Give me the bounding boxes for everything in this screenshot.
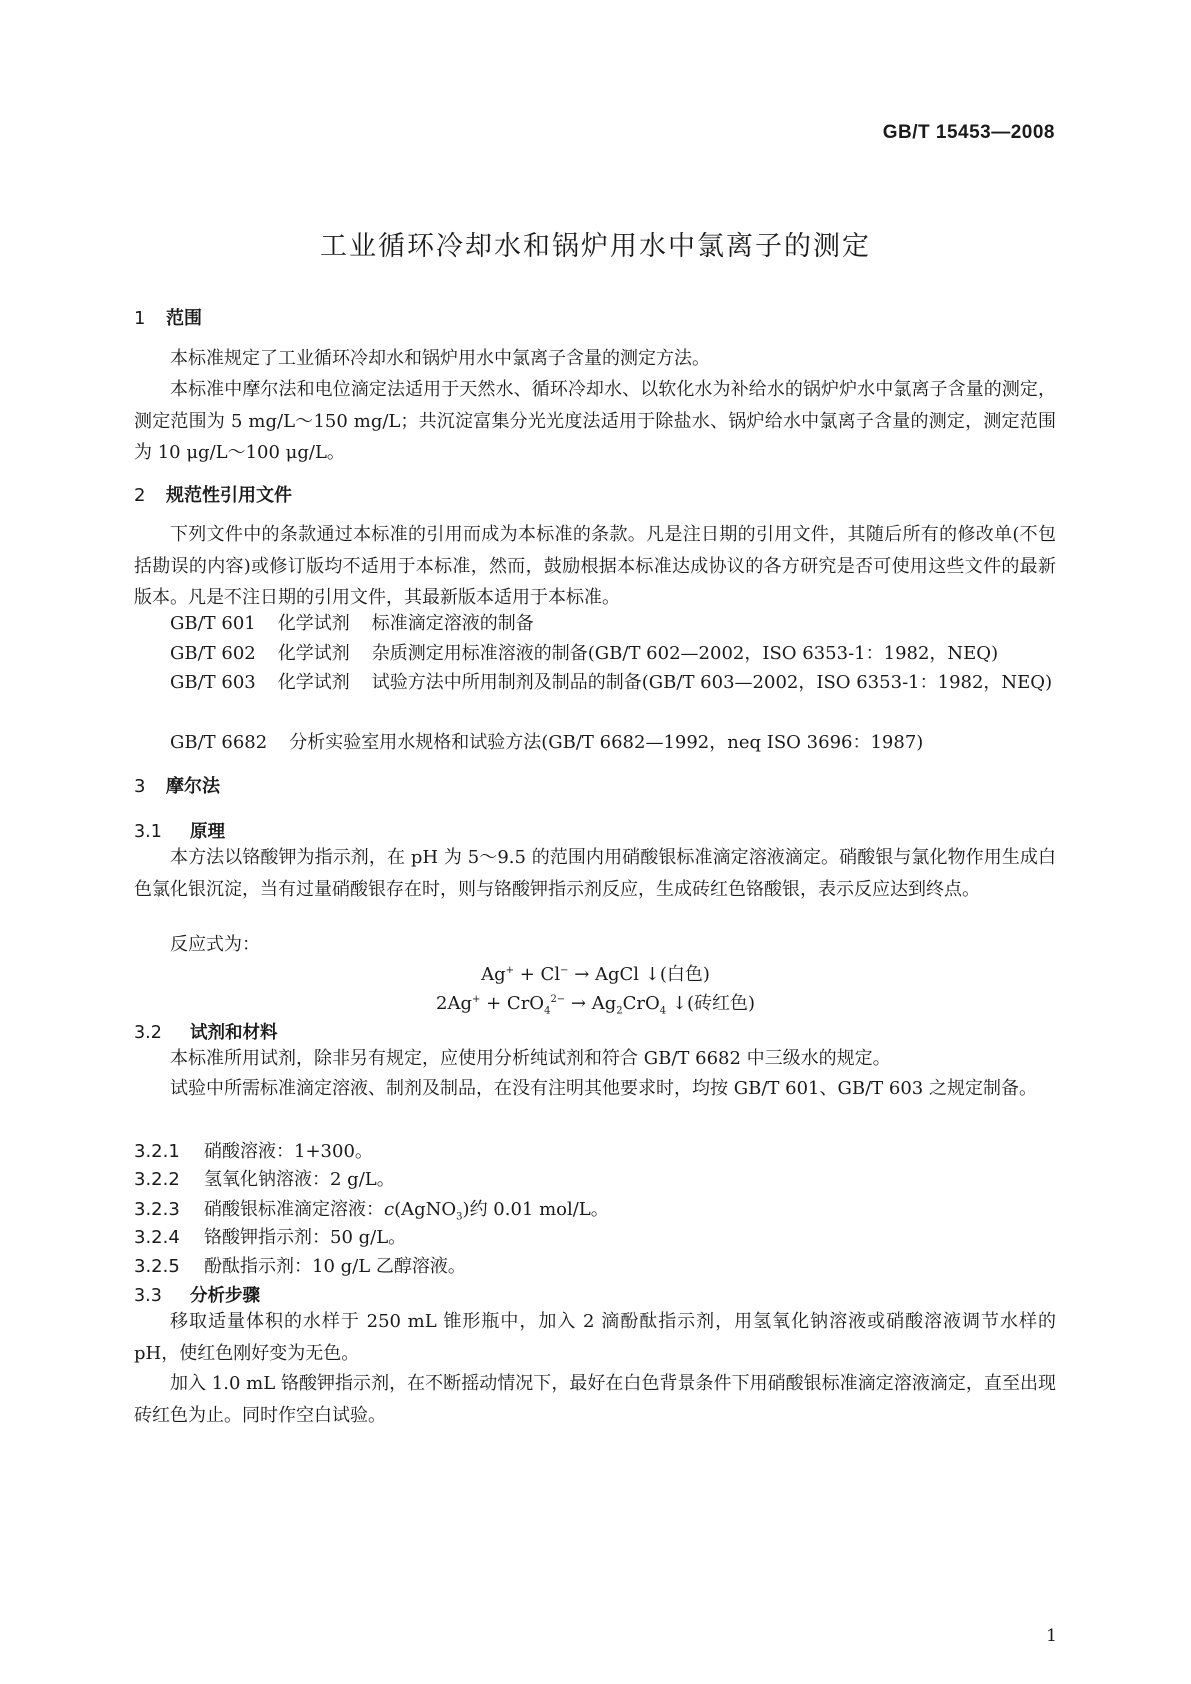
reference-category: 化学试剂 [277,672,350,693]
subsection-number: 3.1 [134,822,162,842]
reagent-item [134,1252,466,1278]
reagent-item [134,1137,373,1163]
item-number: 3.2.1 [134,1141,180,1162]
normative-refs-paragraph: 下列文件中的条款通过本标准的引用而成为本标准的条款。凡是注日期的引用文件，其随后所有的修改单(不包括勘误的内容)或修订版均不适用于本标准，然而，鼓励根据本标准达成协议的各方研究是否可使用这些文件的最新版本。凡是不注日期的引用文件，其最新版本适用于本标准。 [134,524,1056,608]
reference-code: GB/T 6682 [170,732,268,753]
page-number: 1 [1046,1626,1057,1646]
reference-item [134,608,1056,640]
section-title: 范围 [166,308,202,329]
subsection-number: 3.3 [134,1286,162,1306]
item-number: 3.2.5 [134,1256,180,1277]
reference-code: GB/T 602 [170,643,256,664]
reference-code: GB/T 603 [170,672,256,693]
reaction-equation-1: Ag+ + Cl− → AgCl ↓(白色) [481,964,710,985]
section-3-heading [134,772,220,798]
reference-title: 试验方法中所用制剂及制品的制备(GB/T 603—2002，ISO 6353-1：1982，NEQ) [371,672,1053,693]
item-number: 3.2.2 [134,1169,180,1190]
reference-title: 杂质测定用标准溶液的制备(GB/T 602—2002，ISO 6353-1：1982，NEQ) [371,643,999,664]
item-text: 约 0.01 mol/L。 [469,1199,609,1220]
reference-title: 标准滴定溶液的制备 [371,613,534,634]
section-number: 2 [134,485,146,506]
section-title: 摩尔法 [166,776,220,797]
subsection-3-3-heading [134,1282,260,1307]
precipitate-color: (白色) [659,964,710,985]
procedure-paragraph-2: 加入 1.0 mL 铬酸钾指示剂，在不断摇动情况下，最好在白色背景条件下用硝酸银标准滴定溶液滴定，直至出现砖红色为止。同时作空白试验。 [134,1373,1056,1426]
section-1-heading [134,304,202,330]
scope-paragraph-2: 本标准中摩尔法和电位滴定法适用于天然水、循环冷却水、以软化水为补给水的锅炉炉水中氯离子含量的测定，测定范围为 5 mg/L～150 mg/L；共沉淀富集分光光度法适用于除盐水、锅炉给水中氯离子含量的测定，测定范围为 10 μg/L～100 μg/L。 [134,379,1056,463]
reagent-item [134,1223,406,1249]
item-text: 酚酞指示剂：10 g/L 乙醇溶液。 [204,1256,466,1277]
reference-category: 化学试剂 [277,643,350,664]
item-text-prefix: 硝酸银标准滴定溶液： [204,1199,384,1220]
standard-code: GB/T 15453—2008 [882,122,1055,143]
subsection-3-2-heading [134,1019,278,1044]
subsection-title: 原理 [190,822,225,842]
section-title: 规范性引用文件 [166,485,292,506]
reference-code: GB/T 601 [170,613,256,634]
item-text: 铬酸钾指示剂：50 g/L。 [204,1227,407,1248]
principle-paragraph: 本方法以铬酸钾为指示剂，在 pH 为 5～9.5 的范围内用硝酸银标准滴定溶液滴定。硝酸银与氯化物作用生成白色氯化银沉淀，当有过量硝酸银存在时，则与铬酸钾指示剂反应，生成砖红色铬酸银，表示反应达到终点。 [134,847,1056,900]
reference-item [134,638,1056,670]
reagents-paragraph-1: 本标准所用试剂，除非另有规定，应使用分析纯试剂和符合 GB/T 6682 中三级水的规定。 [170,1048,891,1069]
reference-item [134,667,1056,699]
reagent-item [134,1165,395,1191]
item-number: 3.2.4 [134,1227,180,1248]
reagents-paragraph-2: 试验中所需标准滴定溶液、制剂及制品，在没有注明其他要求时，均按 GB/T 601、GB/T 603 之规定制备。 [170,1078,1037,1099]
subsection-title: 试剂和材料 [190,1023,278,1043]
reference-title: 分析实验室用水规格和试验方法(GB/T 6682—1992，neq ISO 3696：1987) [289,732,924,753]
subsection-title: 分析步骤 [190,1286,260,1306]
reaction-equation-2: $2Ag^+ + CrO_4^{2-} \to Ag_2CrO_4$ ↓(砖红色) [436,993,755,1017]
document-title: 工业循环冷却水和锅炉用水中氯离子的测定 [320,231,871,262]
procedure-paragraph-1: 移取适量体积的水样于 250 mL 锥形瓶中，加入 2 滴酚酞指示剂，用氢氧化钠溶液或硝酸溶液调节水样的 pH，使红色刚好变为无色。 [134,1311,1056,1364]
item-number: 3.2.3 [134,1199,180,1220]
precipitate-color: (砖红色) [686,993,755,1014]
reference-category: 化学试剂 [277,613,350,634]
subsection-3-1-heading [134,818,225,843]
item-text: 硝酸溶液：1+300。 [204,1141,373,1162]
reagent-item: 3.2.3 硝酸银标准滴定溶液：c(AgNO$_3$)约 0.01 mol/L。 [134,1199,609,1223]
section-number: 3 [134,776,146,797]
reaction-intro: 反应式为： [170,934,260,955]
section-2-heading [134,481,292,507]
section-number: 1 [134,308,146,329]
subsection-number: 3.2 [134,1023,162,1043]
scope-paragraph-1: 本标准规定了工业循环冷却水和锅炉用水中氯离子含量的测定方法。 [170,348,710,369]
item-text: 氢氧化钠溶液：2 g/L。 [204,1169,395,1190]
reference-item [134,727,1056,759]
